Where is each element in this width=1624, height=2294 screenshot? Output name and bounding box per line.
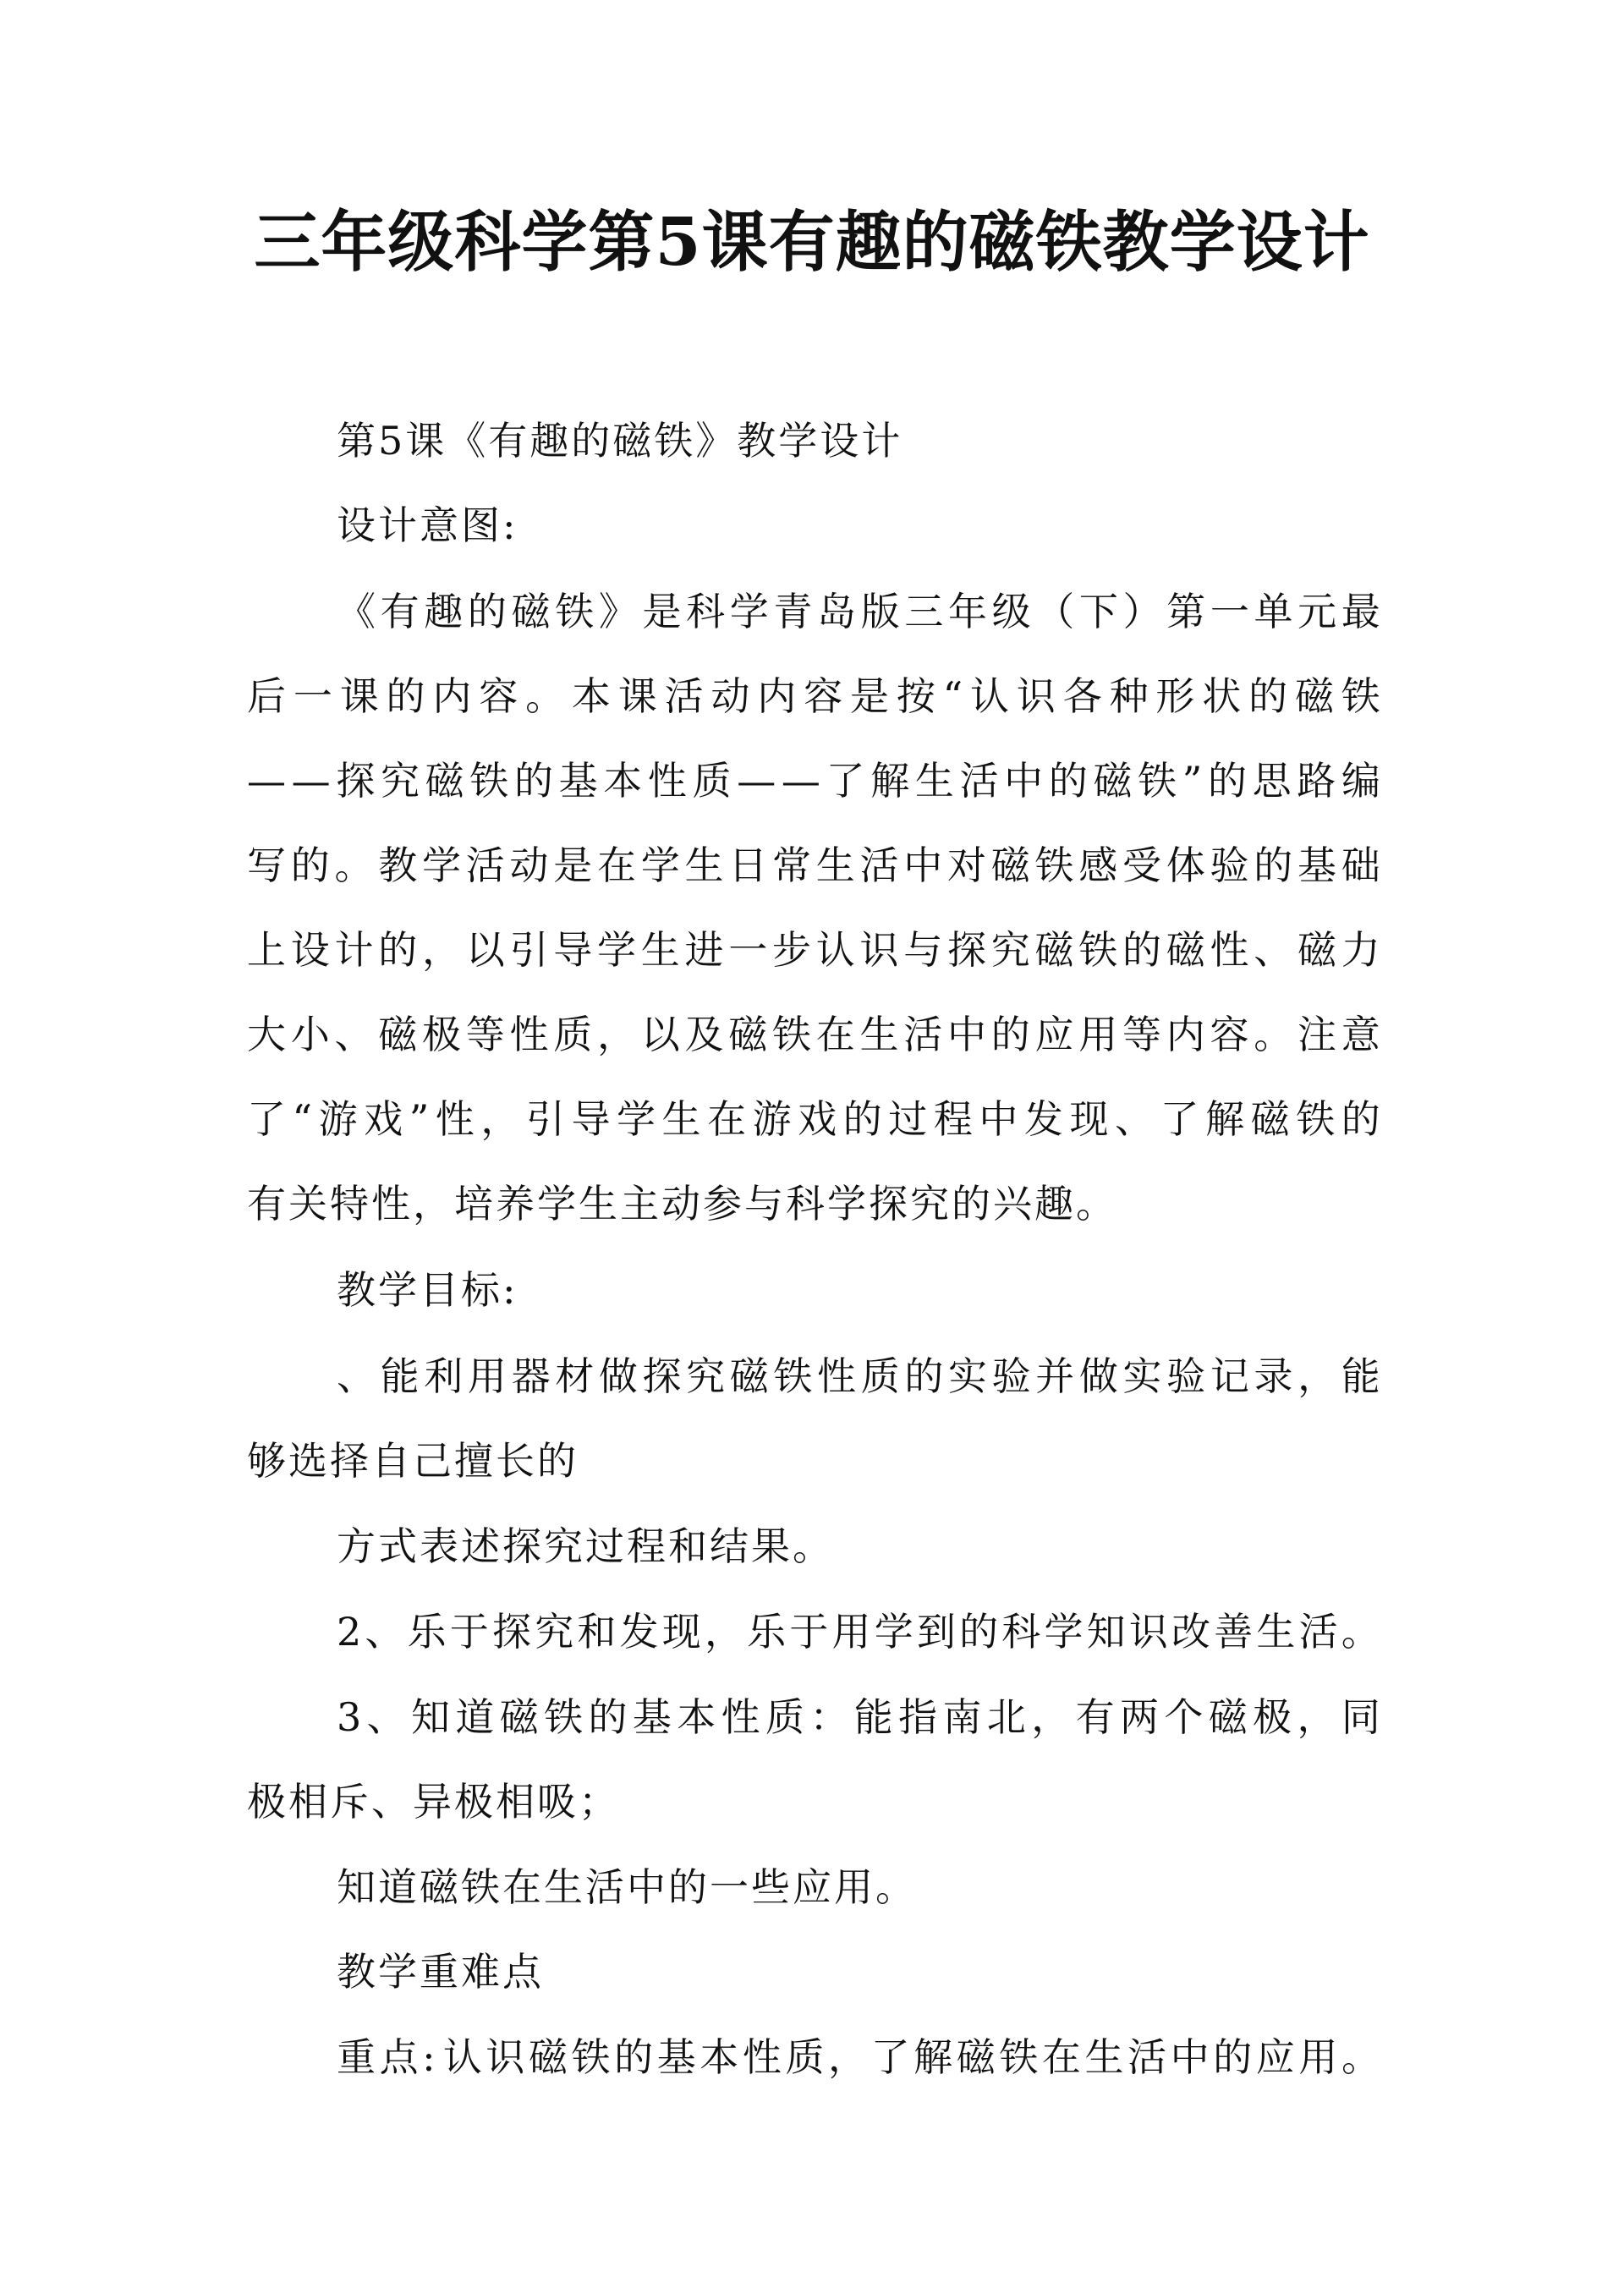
objective-2: 2 、 乐 于 探 究 和 发 现 ， 乐 于 用 学 到 的 科 学 知 识 改 善 生 活 。 <box>337 1609 1380 1655</box>
intent-line-7: 了 “ 游 戏 ” 性 ， 引 导 学 生 在 游 戏 的 过 程 中 发 现 、 了 解 磁 铁 的 <box>247 1096 1380 1142</box>
intent-line-2: 后 一 课 的 内 容 。 本 课 活 动 内 容 是 按 “ 认 识 各 种 形 状 的 磁 铁 <box>247 673 1380 719</box>
intent-line-4: 写 的 。 教 学 活 动 是 在 学 生 日 常 生 活 中 对 磁 铁 感 受 体 验 的 基 础 <box>247 842 1380 888</box>
objective-1-line-1: 、 能 利 用 器 材 做 探 究 磁 铁 性 质 的 实 验 并 做 实 验 记 录 ， 能 <box>337 1353 1380 1399</box>
objective-1-line-3: 方式表述探究过程和结果。 <box>337 1523 834 1569</box>
intent-line-6: 大 小 、 磁 极 等 性 质 ， 以 及 磁 铁 在 生 活 中 的 应 用 等 内 容 。 注 意 <box>247 1012 1380 1057</box>
intent-line-3: — — 探 究 磁 铁 的 基 本 性 质 — — 了 解 生 活 中 的 磁 铁 ” 的 思 路 编 <box>247 758 1380 804</box>
intent-line-1: 《 有 趣 的 磁 铁 》 是 科 学 青 岛 版 三 年 级 （ 下 ） 第 一 单 元 最 <box>337 589 1380 634</box>
keypoints-label: 教学重难点 <box>337 1949 544 1995</box>
document-title: 三年级科学第5课有趣的磁铁教学设计 <box>254 204 1370 281</box>
objectives-label: 教学目标: <box>337 1267 518 1313</box>
keypoint-line: 重 点 : 认 识 磁 铁 的 基 本 性 质 ， 了 解 磁 铁 在 生 活 中 的 应 用 。 <box>337 2034 1380 2080</box>
intent-label: 设计意图: <box>337 502 518 548</box>
objective-1-line-2: 够选择自己擅长的 <box>247 1438 579 1484</box>
objective-3-line-2: 极相斥、异极相吸； <box>247 1779 620 1825</box>
objective-3-line-1: 3 、 知 道 磁 铁 的 基 本 性 质 ： 能 指 南 北 ， 有 两 个 磁 极 ， 同 <box>337 1694 1380 1740</box>
intent-line-5: 上 设 计 的 ， 以 引 导 学 生 进 一 步 认 识 与 探 究 磁 铁 的 磁 性 、 磁 力 <box>247 927 1380 973</box>
intent-line-8: 有关特性，培养学生主动参与科学探究的兴趣。 <box>247 1181 1117 1227</box>
lesson-heading: 第5课《有趣的磁铁》教学设计 <box>337 418 903 464</box>
objective-4: 知道磁铁在生活中的一些应用。 <box>337 1864 917 1910</box>
